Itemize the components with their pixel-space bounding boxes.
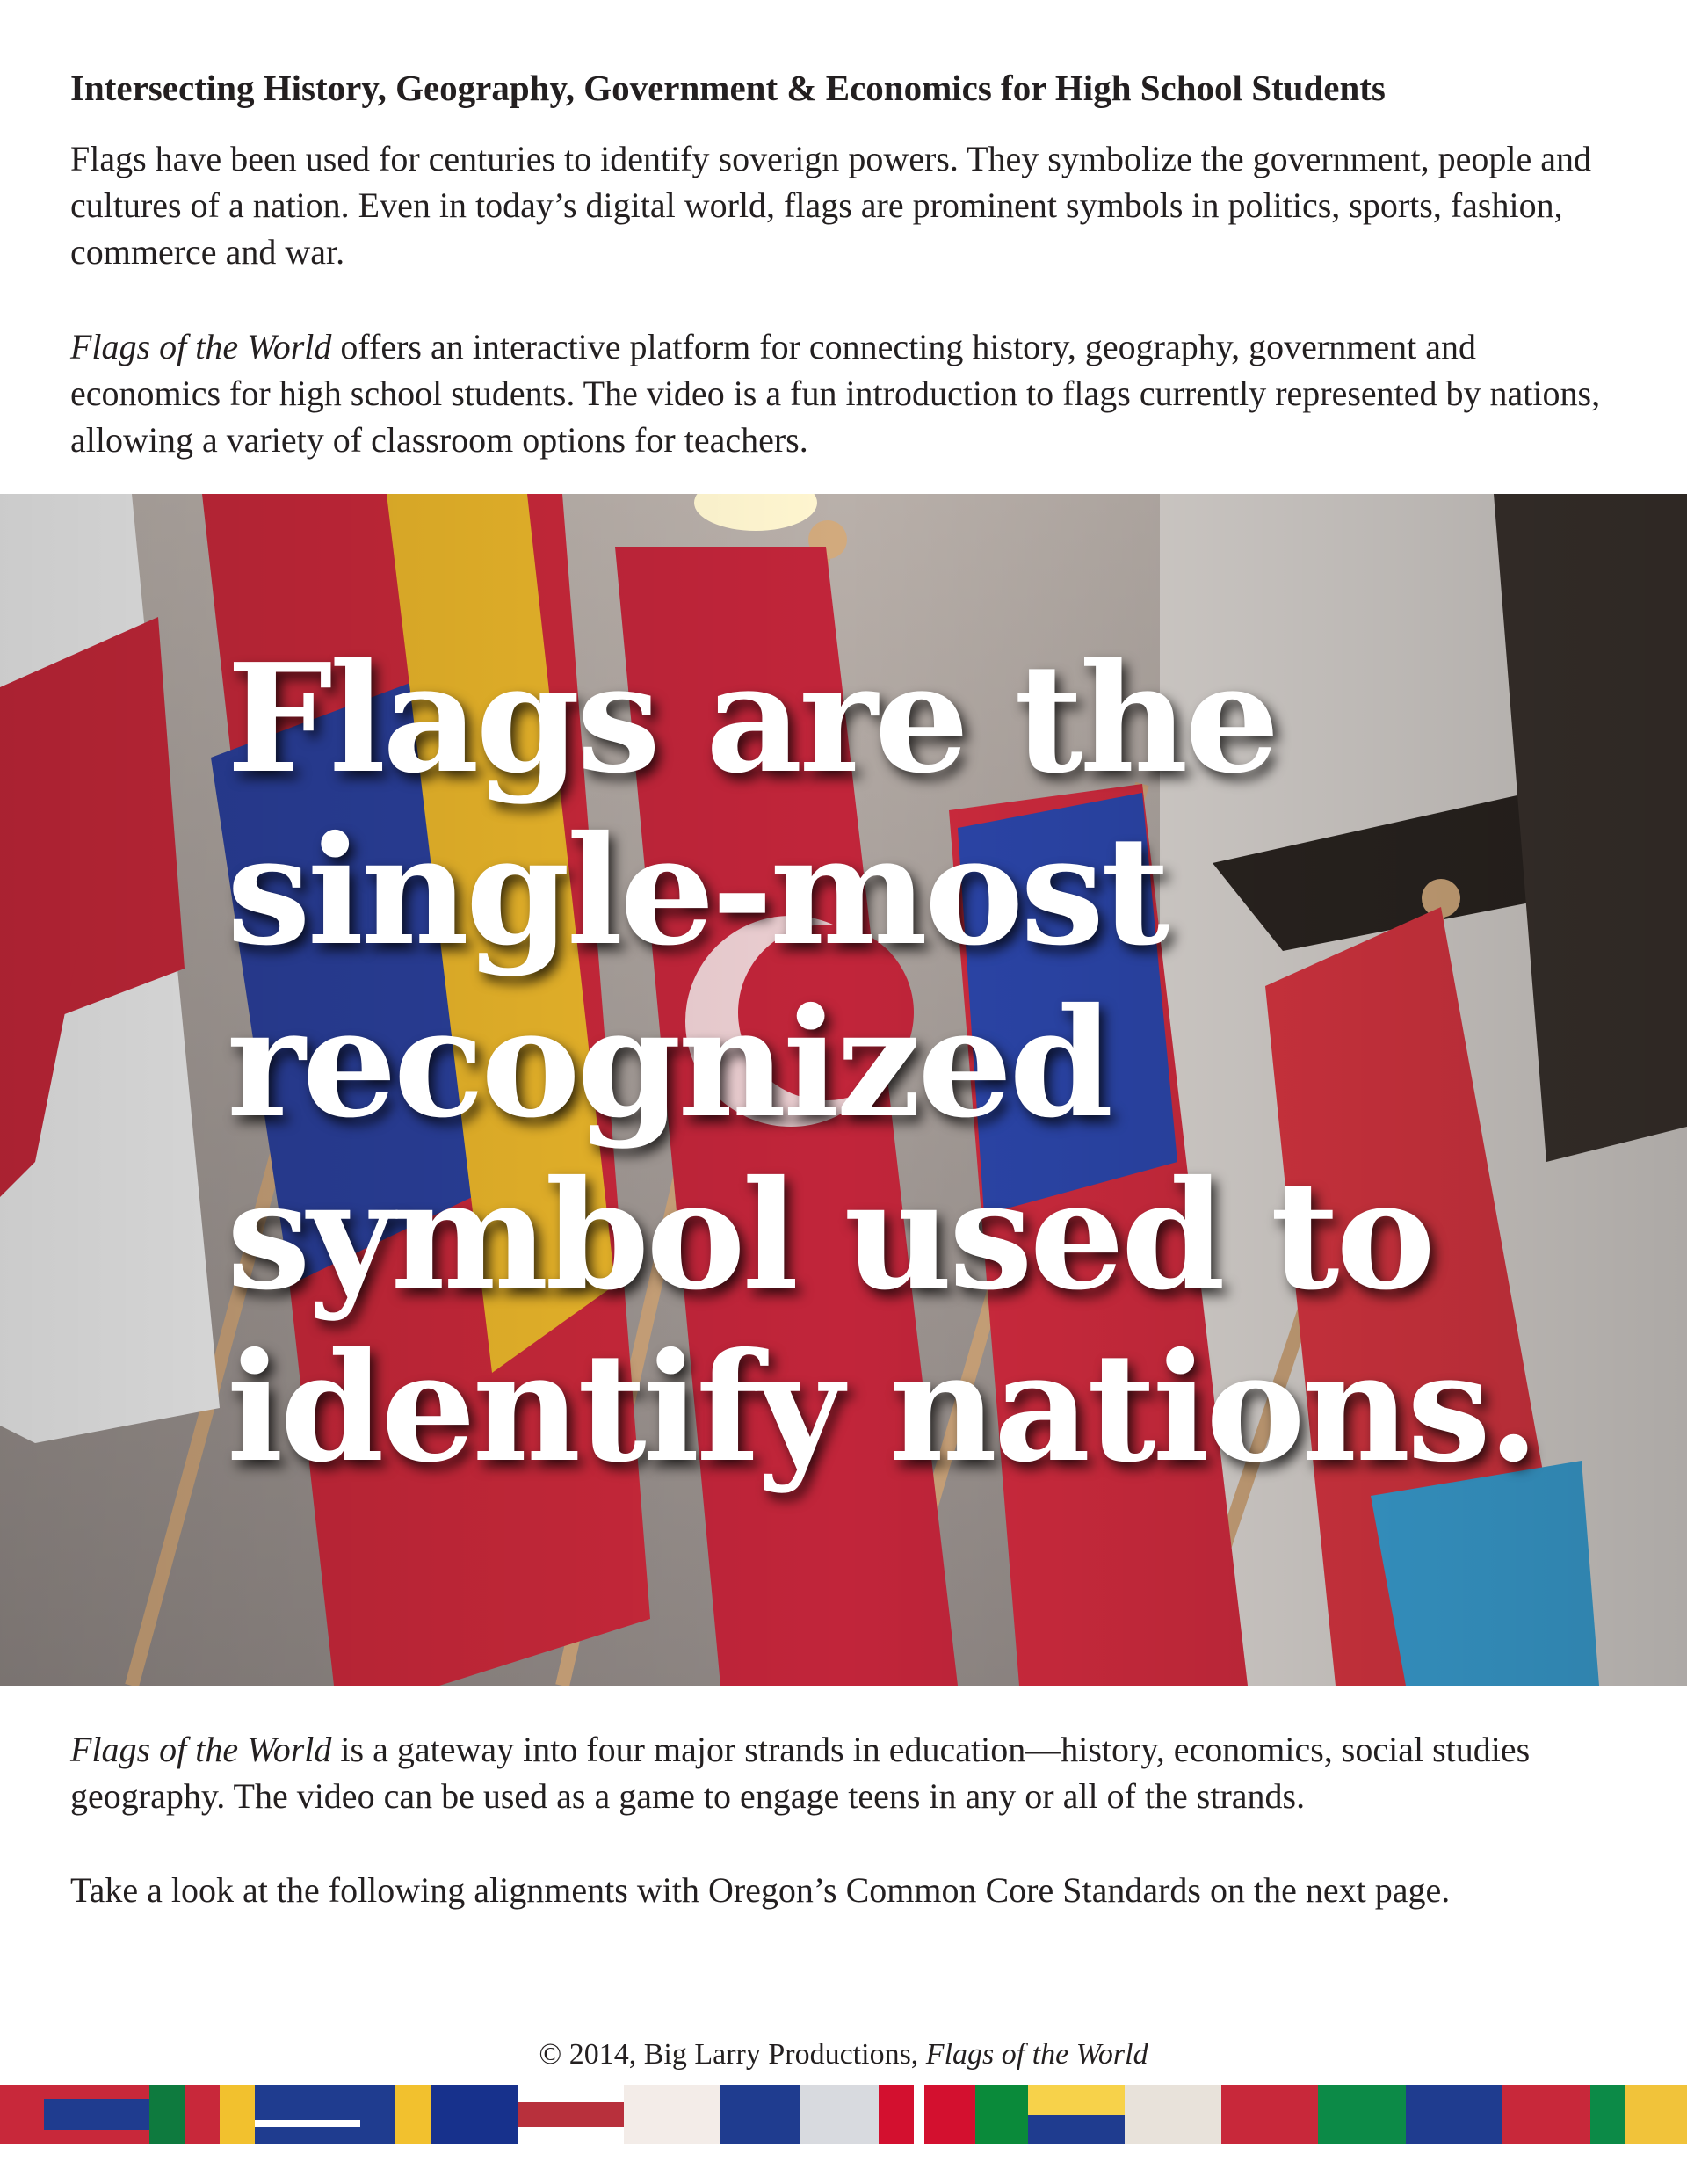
hero-line-4: symbol used to xyxy=(227,1148,1432,1324)
video-title-italic-2: Flags of the World xyxy=(70,1730,332,1769)
hero-line-1: Flags are the xyxy=(227,631,1277,807)
copyright-footer xyxy=(0,2035,1687,2074)
body-paragraph-2: Take a look at the following alignments with Oregon’s Common Core Standards on the next page. xyxy=(70,1870,1451,1910)
hero-quote xyxy=(227,633,1668,1494)
page-heading: Intersecting History, Geography, Government & Economics for High School Students xyxy=(70,68,1386,108)
intro-paragraph-1: Flags have been used for centuries to identify soverign powers. They symbolize the government, people and cultures of a nation. Even in today’s digital world, flags are prominent symbols in politics, sports, fashion, commerce and war. xyxy=(70,139,1592,272)
intro-paragraph-2 xyxy=(70,323,1634,463)
hero-line-5: identify nations. xyxy=(227,1320,1537,1496)
body-paragraph-1 xyxy=(70,1726,1634,1819)
hero-line-2: single-most xyxy=(227,803,1167,979)
flag-strip xyxy=(0,2085,1687,2144)
footer-video-title: Flags of the World xyxy=(925,2038,1148,2071)
hero-line-3: recognized xyxy=(227,976,1111,1151)
video-title-italic: Flags of the World xyxy=(70,327,332,366)
flag-strip-illustration xyxy=(0,2085,1687,2144)
body-paragraph-1-text: is a gateway into four major strands in education—history, economics, social studies geography. The video can be used as a game to engage teens in any or all of the strands. xyxy=(70,1730,1531,1816)
intro-paragraph-2-text: offers an interactive platform for connecting history, geography, government and economics for high school students. The video is a fun introduction to flags currently represented by nations, allowing a variety of classroom options for teachers. xyxy=(70,327,1601,460)
copyright-text: © 2014, Big Larry Productions, xyxy=(539,2038,926,2071)
flags-photo xyxy=(0,494,1687,1686)
